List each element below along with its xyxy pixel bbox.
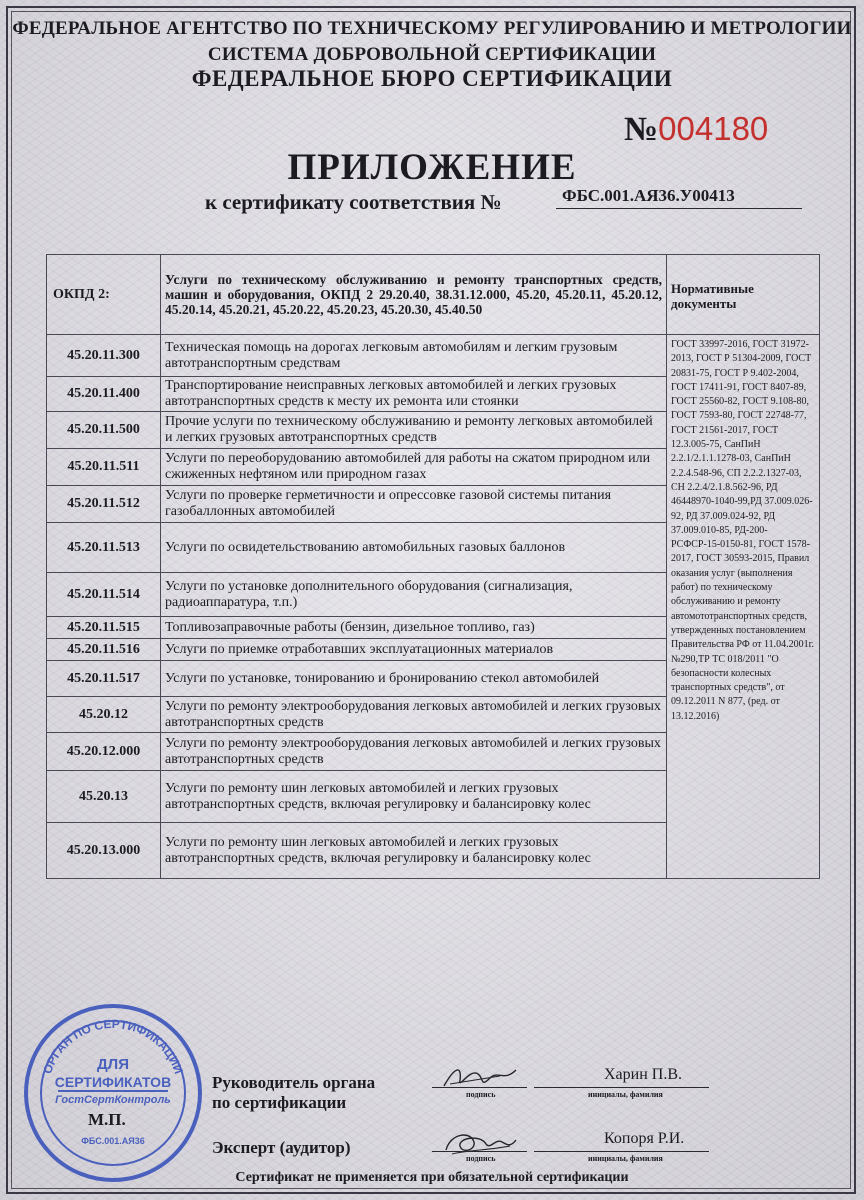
head-signature-line bbox=[432, 1087, 527, 1088]
service-cell: Услуги по переоборудованию автомобилей для работы на сжатом природном или сжиженных нефтяном или природном газах bbox=[161, 449, 667, 486]
okpd-code-cell: 45.20.12 bbox=[47, 697, 161, 733]
okpd-code-cell: 45.20.11.400 bbox=[47, 377, 161, 412]
okpd-code-cell: 45.20.11.513 bbox=[47, 523, 161, 573]
service-cell: Техническая помощь на дорогах легковым автомобилям и легким грузовым автотранспортным средствам bbox=[161, 335, 667, 377]
head-signature-scrawl bbox=[440, 1060, 520, 1094]
service-cell: Прочие услуги по техническому обслуживанию и ремонту легковых автомобилей и легких грузовых автотранспортных средств bbox=[161, 412, 667, 449]
certification-stamp bbox=[24, 1004, 202, 1182]
service-cell: Услуги по установке, тонированию и бронированию стекол автомобилей bbox=[161, 661, 667, 697]
head-name-caption: инициалы, фамилия bbox=[588, 1090, 663, 1099]
footer-note: Сертификат не применяется при обязательной сертификации bbox=[235, 1170, 629, 1185]
header-norms: Нормативные документы bbox=[667, 255, 820, 335]
expert-label: Эксперт (аудитор) bbox=[212, 1138, 351, 1157]
expert-name-line bbox=[534, 1151, 709, 1152]
service-cell: Услуги по ремонту электрооборудования легковых автомобилей и легких грузовых автотранспортных средств bbox=[161, 733, 667, 771]
head-signatory-label: Руководитель органа по сертификации bbox=[212, 1073, 376, 1112]
header-system: СИСТЕМА ДОБРОВОЛЬНОЙ СЕРТИФИКАЦИИ bbox=[207, 44, 657, 65]
head-signatory-name: Харин П.В. bbox=[604, 1066, 683, 1083]
service-cell: Услуги по ремонту электрооборудования легковых автомобилей и легких грузовых автотранспортных средств bbox=[161, 697, 667, 733]
stamp-line-1: ДЛЯ bbox=[97, 1056, 129, 1073]
okpd-code-cell: 45.20.12.000 bbox=[47, 733, 161, 771]
expert-name-caption: инициалы, фамилия bbox=[588, 1154, 663, 1163]
table-row bbox=[47, 335, 820, 377]
header-code: ОКПД 2: bbox=[47, 255, 161, 335]
header-services: Услуги по техническому обслуживанию и ремонту транспортных средств, машин и оборудования, ОКПД 2 29.20.40, 38.31.12.000, 45.20, 45.20.11, 45.20.12, 45.20.14, 45.20.21, 45.20.22, 45.20.23, 45.20.30, 45.40.50 bbox=[161, 255, 667, 335]
okpd-code-cell: 45.20.11.516 bbox=[47, 639, 161, 661]
head-signature-caption: подпись bbox=[466, 1090, 496, 1099]
number-sign: № bbox=[624, 111, 659, 148]
header-bureau: ФЕДЕРАЛЬНОЕ БЮРО СЕРТИФИКАЦИИ bbox=[191, 66, 673, 91]
service-cell: Услуги по проверке герметичности и опрессовке газовой системы питания газобаллонных автомобилей bbox=[161, 486, 667, 523]
services-table bbox=[46, 254, 820, 879]
expert-name: Копоря Р.И. bbox=[604, 1130, 685, 1147]
stamp-line-3: ГостСертКонтроль bbox=[55, 1094, 171, 1106]
okpd-code-cell: 45.20.13 bbox=[47, 771, 161, 823]
okpd-code-cell: 45.20.13.000 bbox=[47, 823, 161, 879]
expert-signature-caption: подпись bbox=[466, 1154, 496, 1163]
okpd-code-cell: 45.20.11.517 bbox=[47, 661, 161, 697]
norms-cell: ГОСТ 33997-2016, ГОСТ 31972-2013, ГОСТ Р 51304-2009, ГОСТ 20831-75, ГОСТ Р 9.402-2004, ГОСТ 17411-91, ГОСТ 8407-89, ГОСТ 25560-82, ГОСТ 9.108-80, ГОСТ 7593-80, ГОСТ 22748-77, ГОСТ 21561-2017, ГОСТ 12.3.005-75, СанПиН 2.2.1/2.1.1.1278-03, СанПиН 2.2.4.548-96, СП 2.2.2.1327-03, СН 2.2.4/2.1.8.562-96, РД 46448970-1040-99,РД 37.009.026-92, РД 37.009.024-92, РД 37.009.010-85, РД-200-РСФСР-15-0150-81, ГОСТ 1578-2017, ГОСТ 30593-2015, Правил оказания услуг (выполнения работ) по техническому обслуживанию и ремонту автомототранспортных средств, утвержденных постановлением Правительства РФ от 11.04.2001г. №290,ТР ТС 018/2011 "О безопасности колесных транспортных средств", от 09.12.2011 N 877, (ред. от 13.12.2016) bbox=[667, 335, 820, 879]
expert-signature-line bbox=[432, 1151, 527, 1152]
okpd-code-cell: 45.20.11.515 bbox=[47, 617, 161, 639]
okpd-code-cell: 45.20.11.500 bbox=[47, 412, 161, 449]
form-number bbox=[624, 110, 768, 149]
seal-place-label: М.П. bbox=[88, 1110, 126, 1129]
okpd-code-cell: 45.20.11.511 bbox=[47, 449, 161, 486]
form-number-value: 004180 bbox=[658, 110, 769, 147]
page-subtitle: к сертификату соответствия № bbox=[205, 190, 502, 214]
stamp-ring-label: ОРГАН ПО СЕРТИФИКАЦИИ bbox=[40, 1016, 186, 1076]
service-cell: Транспортирование неисправных легковых автомобилей и легких грузовых автотранспортных средств к месту их ремонта или стоянки bbox=[161, 377, 667, 412]
table-header-row bbox=[47, 255, 820, 335]
stamp-ring-text bbox=[28, 1008, 198, 1178]
head-name-line bbox=[534, 1087, 709, 1088]
header-agency: ФЕДЕРАЛЬНОЕ АГЕНТСТВО ПО ТЕХНИЧЕСКОМУ РЕГУЛИРОВАНИЮ И МЕТРОЛОГИИ bbox=[12, 18, 852, 39]
stamp-divider bbox=[58, 1090, 168, 1092]
service-cell: Услуги по приемке отработавших эксплуатационных материалов bbox=[161, 639, 667, 661]
page-title: ПРИЛОЖЕНИЕ bbox=[287, 147, 577, 188]
okpd-code-cell: 45.20.11.300 bbox=[47, 335, 161, 377]
service-cell: Топливозаправочные работы (бензин, дизельное топливо, газ) bbox=[161, 617, 667, 639]
service-cell: Услуги по ремонту шин легковых автомобилей и легких грузовых автотранспортных средств, включая регулировку и балансировку колес bbox=[161, 823, 667, 879]
stamp-line-2: СЕРТИФИКАТОВ bbox=[54, 1074, 172, 1090]
stamp-line-4: ФБС.001.АЯ36 bbox=[81, 1136, 145, 1146]
certificate-number: ФБС.001.АЯ36.У00413 bbox=[556, 186, 802, 209]
service-cell: Услуги по установке дополнительного оборудования (сигнализация, радиоаппаратура, т.п.) bbox=[161, 573, 667, 617]
okpd-code-cell: 45.20.11.512 bbox=[47, 486, 161, 523]
okpd-code-cell: 45.20.11.514 bbox=[47, 573, 161, 617]
service-cell: Услуги по освидетельствованию автомобильных газовых баллонов bbox=[161, 523, 667, 573]
service-cell: Услуги по ремонту шин легковых автомобилей и легких грузовых автотранспортных средств, включая регулировку и балансировку колес bbox=[161, 771, 667, 823]
